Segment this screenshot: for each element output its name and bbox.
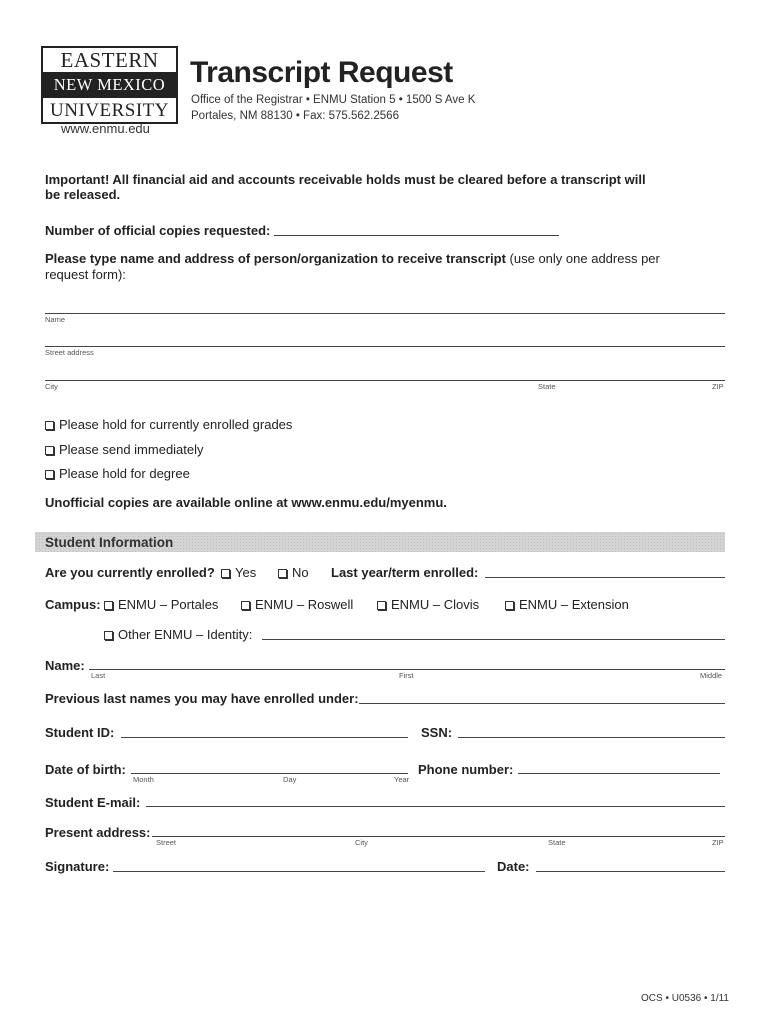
student-info-section-title: Student Information (45, 535, 174, 550)
option-hold-degree-label: Please hold for degree (59, 466, 190, 481)
recipient-name-label: Name (45, 315, 66, 324)
campus-label: Campus: (45, 597, 101, 612)
name-middle-label: Middle (700, 671, 723, 680)
checkbox-icon[interactable] (45, 421, 54, 430)
dob-month-label: Month (133, 775, 154, 784)
last-term-field[interactable] (485, 577, 725, 578)
name-last-label: Last (91, 671, 106, 680)
dob-field[interactable] (131, 773, 408, 774)
email-field[interactable] (146, 806, 725, 807)
last-term-label: Last year/term enrolled: (331, 565, 479, 580)
ssn-label: SSN: (421, 725, 453, 740)
campus-roswell-option[interactable] (241, 597, 353, 612)
campus-clovis-label: ENMU – Clovis (391, 597, 480, 612)
important-notice-line1: Important! All financial aid and accounts receivable holds must be cleared before a transcript will (45, 172, 646, 187)
campus-portales-label: ENMU – Portales (118, 597, 219, 612)
recipient-zip-label: ZIP (712, 382, 724, 391)
signature-field[interactable] (113, 871, 485, 872)
checkbox-icon[interactable] (221, 569, 230, 578)
campus-other-option[interactable] (104, 627, 252, 642)
phone-label: Phone number: (418, 762, 514, 777)
address-street-label: Street (156, 838, 177, 847)
form-code: OCS • U0536 • 1/11 (641, 993, 729, 1004)
option-send-immediately-label: Please send immediately (59, 442, 204, 457)
campus-other-field[interactable] (262, 639, 725, 640)
campus-extension-label: ENMU – Extension (519, 597, 629, 612)
recipient-prompt (45, 251, 660, 266)
enrolled-yes-option[interactable] (221, 565, 256, 580)
date-field[interactable] (536, 871, 725, 872)
enrolled-yes-label: Yes (235, 565, 257, 580)
important-notice-line2: be released. (45, 187, 121, 202)
dob-year-label: Year (394, 775, 410, 784)
checkbox-icon[interactable] (377, 601, 386, 610)
copies-field[interactable] (274, 235, 559, 236)
email-label: Student E-mail: (45, 795, 141, 810)
address-zip-label: ZIP (712, 838, 724, 847)
checkbox-icon[interactable] (505, 601, 514, 610)
present-address-label: Present address: (45, 825, 151, 840)
option-hold-degree[interactable] (45, 466, 190, 481)
option-hold-grades-label: Please hold for currently enrolled grades (59, 417, 293, 432)
university-url: www.enmu.edu (61, 121, 150, 136)
phone-field[interactable] (518, 773, 720, 774)
present-address-field[interactable] (152, 836, 725, 837)
university-logo (41, 46, 178, 124)
campus-clovis-option[interactable] (377, 597, 479, 612)
previous-names-field[interactable] (359, 703, 725, 704)
logo-line-university: UNIVERSITY (43, 96, 176, 124)
recipient-state-label: State (538, 382, 556, 391)
recipient-prompt-rest: (use only one address per (505, 251, 660, 266)
checkbox-icon[interactable] (45, 470, 54, 479)
campus-portales-option[interactable] (104, 597, 218, 612)
campus-other-label: Other ENMU – Identity: (118, 627, 253, 642)
enrolled-no-option[interactable] (278, 565, 309, 580)
option-send-immediately[interactable] (45, 442, 204, 457)
signature-label: Signature: (45, 859, 110, 874)
name-first-label: First (399, 671, 414, 680)
logo-line-eastern: EASTERN (43, 48, 176, 74)
previous-names-label: Previous last names you may have enrolled under: (45, 691, 359, 706)
address-city-label: City (355, 838, 368, 847)
checkbox-icon[interactable] (241, 601, 250, 610)
checkbox-icon[interactable] (104, 601, 113, 610)
page-title: Transcript Request (190, 56, 453, 89)
recipient-city-label: City (45, 382, 58, 391)
dob-day-label: Day (283, 775, 297, 784)
address-state-label: State (548, 838, 566, 847)
student-name-field[interactable] (89, 669, 725, 670)
recipient-prompt-bold: Please type name and address of person/organization to receive transcript (45, 251, 506, 266)
registrar-address-line1: Office of the Registrar • ENMU Station 5 • 1500 S Ave K (191, 94, 476, 106)
checkbox-icon[interactable] (45, 446, 54, 455)
option-hold-grades[interactable] (45, 417, 292, 432)
student-id-field[interactable] (121, 737, 408, 738)
student-name-label: Name: (45, 658, 85, 673)
date-label: Date: (497, 859, 530, 874)
recipient-name-field[interactable] (45, 313, 725, 314)
recipient-street-label: Street address (45, 348, 94, 357)
recipient-prompt-line2: request form): (45, 267, 126, 282)
enrolled-no-label: No (292, 565, 309, 580)
logo-line-new-mexico: NEW MEXICO (43, 74, 176, 96)
dob-label: Date of birth: (45, 762, 126, 777)
recipient-street-field[interactable] (45, 346, 725, 347)
campus-roswell-label: ENMU – Roswell (255, 597, 354, 612)
recipient-city-state-zip-field[interactable] (45, 380, 725, 381)
copies-label: Number of official copies requested: (45, 223, 271, 238)
checkbox-icon[interactable] (278, 569, 287, 578)
campus-extension-option[interactable] (505, 597, 629, 612)
ssn-field[interactable] (458, 737, 725, 738)
checkbox-icon[interactable] (104, 631, 113, 640)
enrolled-question: Are you currently enrolled? (45, 565, 215, 580)
student-id-label: Student ID: (45, 725, 115, 740)
unofficial-copies-note: Unofficial copies are available online at www.enmu.edu/myenmu. (45, 495, 447, 510)
registrar-address-line2: Portales, NM 88130 • Fax: 575.562.2566 (191, 110, 399, 122)
